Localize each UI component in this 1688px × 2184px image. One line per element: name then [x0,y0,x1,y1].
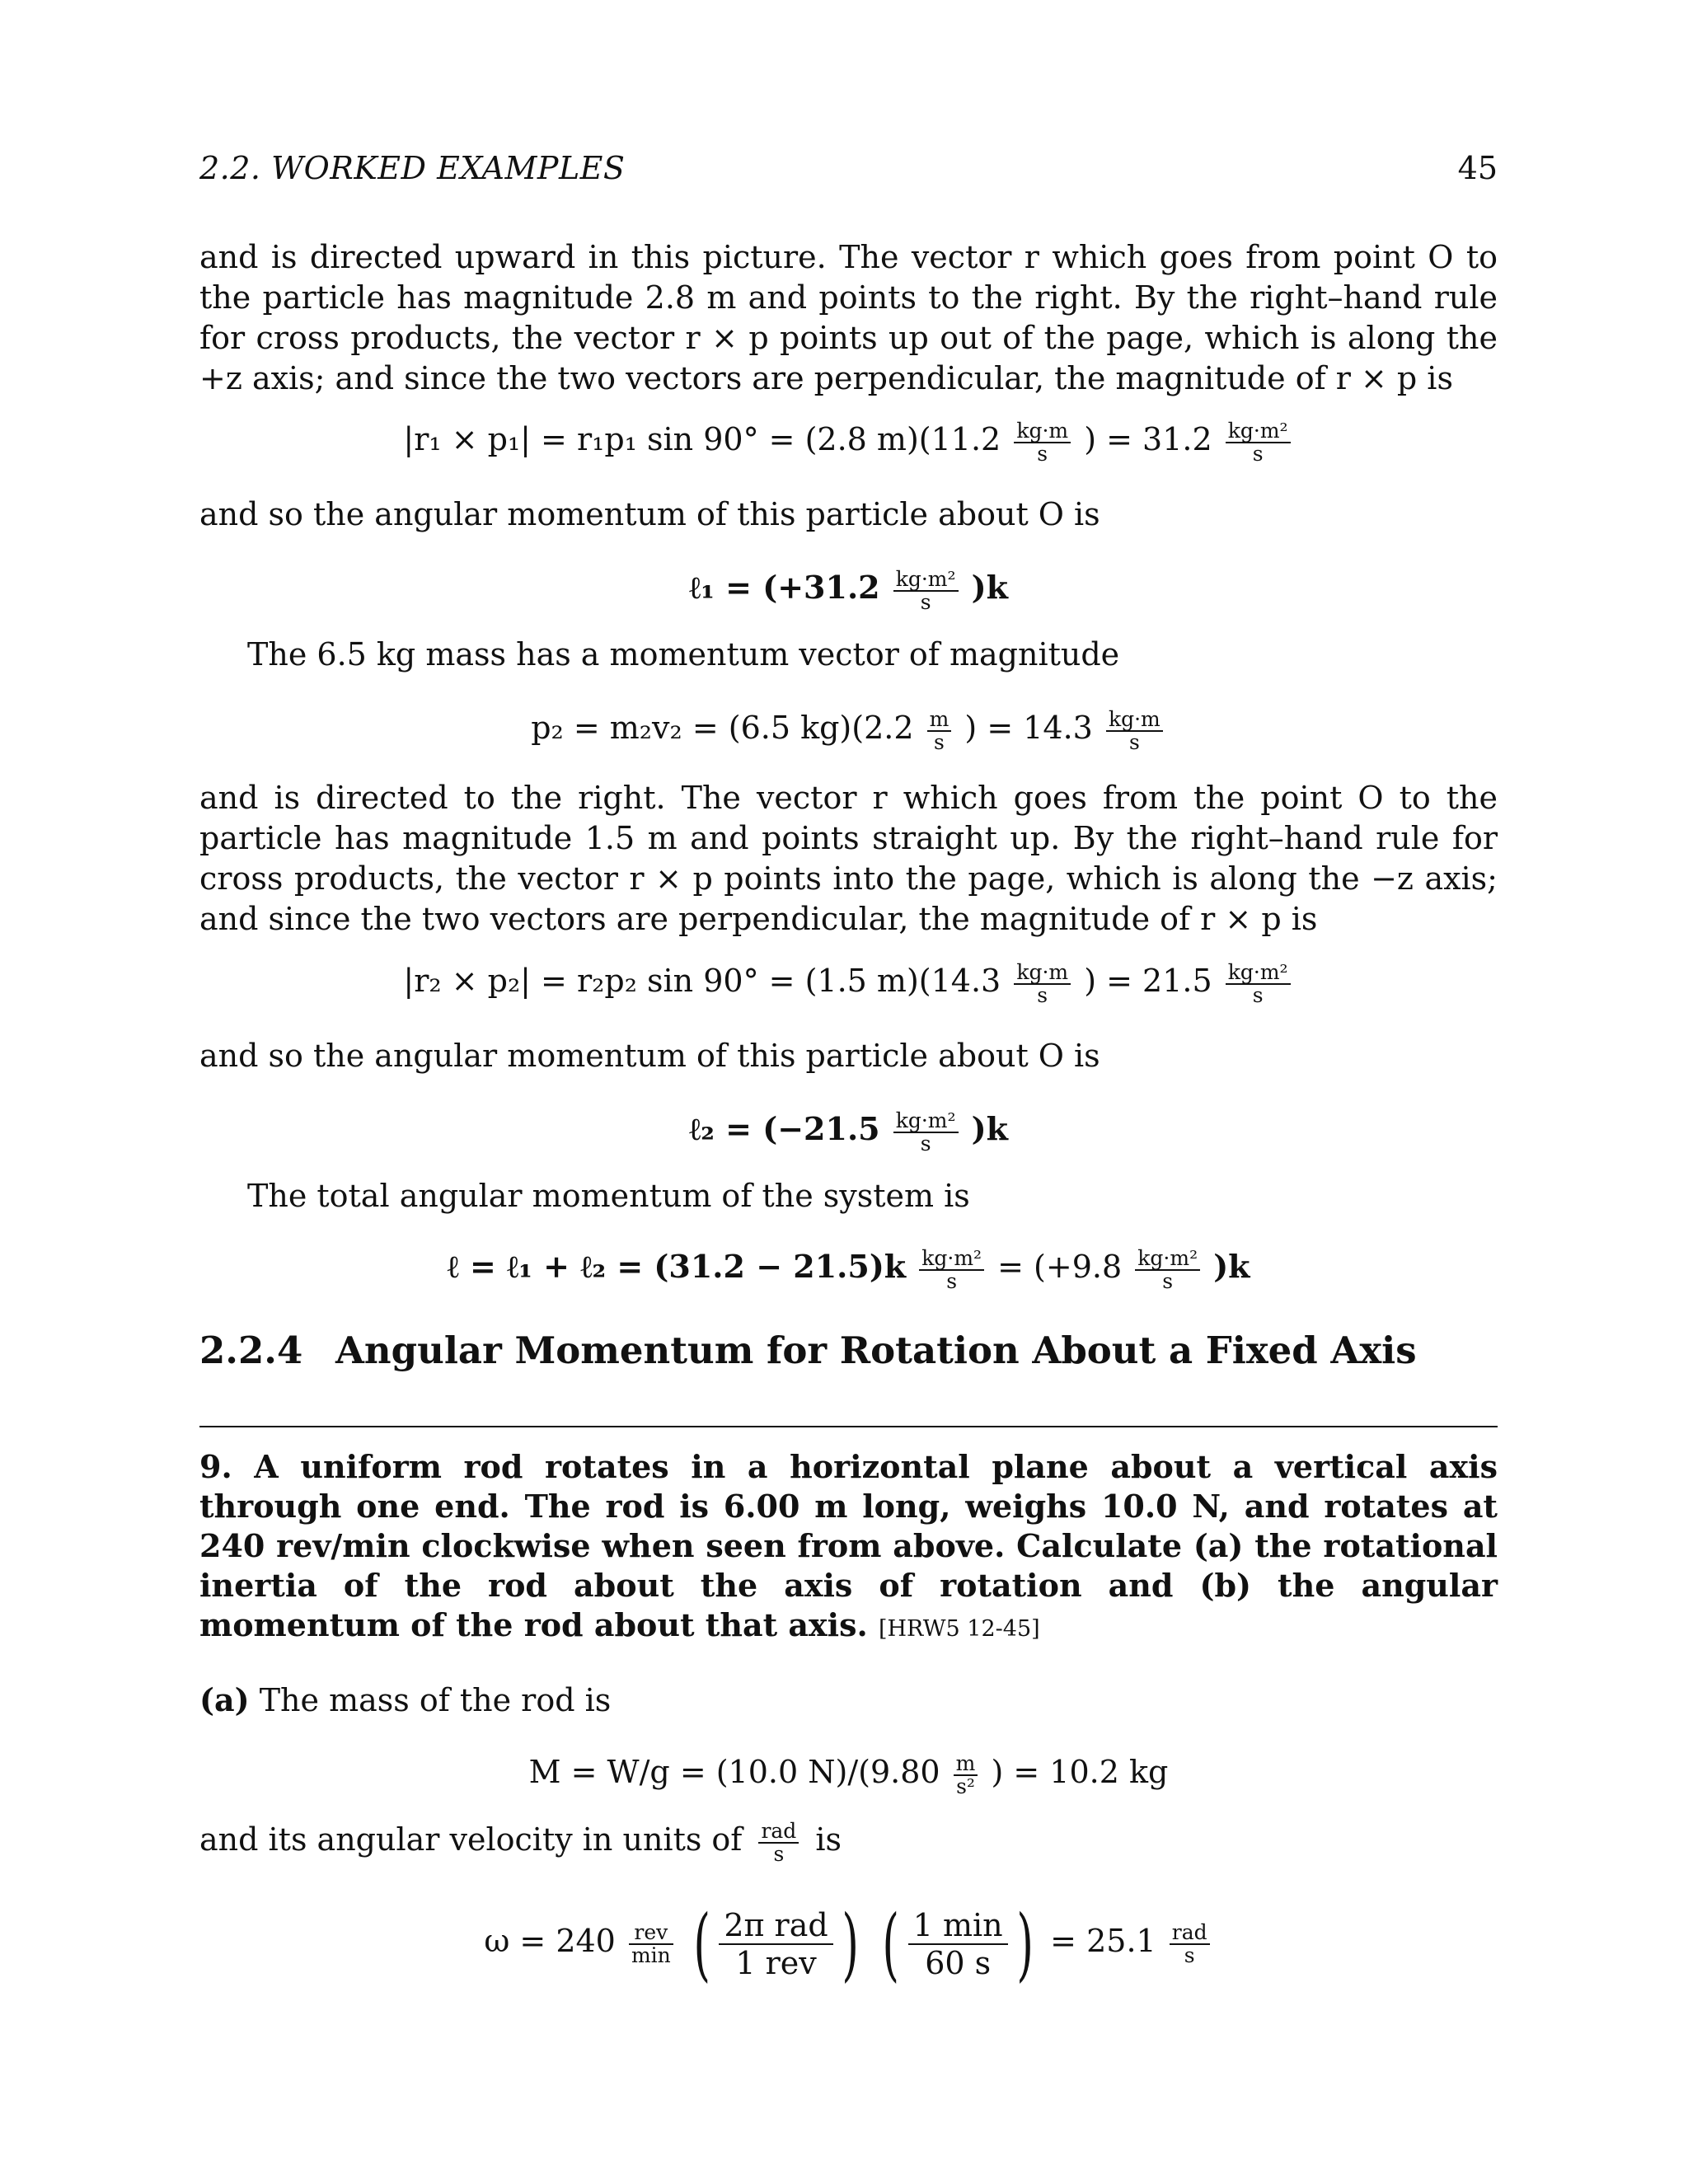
part-text: The mass of the rod is [259,1682,612,1718]
running-head [199,150,1498,199]
eq-text: ℓ = ℓ₁ + ℓ₂ = (31.2 − 21.5)k [447,1248,907,1285]
fraction-denominator: min [631,1943,671,1967]
eq-text: )k [971,569,1008,606]
section-number: 2.2.4 [199,1329,303,1372]
fraction-numerator: kg·m² [1135,1248,1200,1271]
fraction-numerator: kg·m² [919,1248,984,1271]
paragraph: The total angular momentum of the system is [247,1178,970,1214]
eq-text: p₂ = m₂v₂ = (6.5 kg)(2.2 [531,710,914,746]
fraction-denominator: s [1184,1943,1195,1967]
running-head-title: 2.2. WORKED EXAMPLES [199,150,626,186]
fraction-denominator: s [1252,982,1264,1007]
eq-text: ) = 31.2 [1084,421,1212,457]
fraction-numerator: kg·m² [893,569,959,592]
eq-text: )k [971,1110,1008,1147]
left-paren: ( [693,1897,710,1990]
fraction [893,1110,959,1155]
fraction-numerator: 2π rad [719,1907,832,1945]
conversion-fraction [908,1907,1008,1981]
left-paren: ( [882,1897,900,1990]
eq-text: ℓ₁ = (+31.2 [689,569,880,606]
section-heading [199,1329,1417,1372]
eq-text: ) = 14.3 [964,710,1093,746]
fraction-numerator: kg·m [1106,709,1163,732]
equation [199,707,1498,753]
equation [199,1108,1498,1155]
eq-text: ℓ₂ = (−21.5 [689,1110,880,1147]
page-number: 45 [1457,150,1498,186]
equation [199,1246,1498,1292]
fraction-denominator: s [773,1841,785,1866]
eq-text: ω = 240 [484,1923,616,1959]
fraction [1014,959,1071,1007]
eq-text: )k [1213,1248,1250,1285]
eq-text: = 25.1 [1050,1923,1156,1959]
fraction [893,566,959,614]
text: and its angular velocity in units of [199,1821,743,1858]
fraction-numerator: 1 min [908,1907,1008,1945]
equation [199,419,1498,465]
fraction-denominator: s [1037,982,1048,1007]
fraction-numerator: rad [1170,1922,1210,1945]
fraction-denominator: s [920,1131,931,1155]
fraction-denominator: s [1037,441,1048,466]
paragraph: and is directed upward in this picture. The vector r which goes from point O to the particle has magnitude 2.8 m and points to the right. By the right–hand rule for cross products, the vector r × p points up out of the page, which is along the +z axis; and since the two vectors are perpendicular, the magnitude of r × p is [199,239,1498,396]
fraction-numerator: m [927,709,952,732]
fraction-numerator: kg·m² [1226,962,1291,985]
eq-text: M = W/g = (10.0 N)/(9.80 [528,1754,940,1790]
paragraph: and so the angular momentum of this particle about O is [199,1038,1100,1074]
eq-text: |r₁ × p₁| = r₁p₁ sin 90° = (2.8 m)(11.2 [403,421,1001,457]
problem-source: [HRW5 12-45] [878,1616,1040,1642]
text: is [815,1821,842,1858]
equation [199,1751,1498,1797]
fraction [629,1919,673,1967]
part-a-paragraph [199,1680,1498,1721]
horizontal-rule [199,1426,1498,1427]
fraction [1226,420,1291,465]
fraction-numerator: rad [758,1821,799,1844]
fraction-numerator: kg·m² [1226,420,1291,443]
eq-text: = (+9.8 [997,1249,1123,1285]
paragraph: and is directed to the right. The vector r which goes from the point O to the particle has magnitude 1.5 m and points straight up. By the right–hand rule for cross products, the vector r × p points into the page, which is along the −z axis; and since the two vectors are perpendicular, the magnitude of r × p is [199,780,1498,937]
problem-text: 9. A uniform rod rotates in a horizontal plane about a vertical axis through one end. The rod is 6.00 m long, weighs 10.0 N, and rotates at 240 rev/min clockwise when seen from above. Calculate (a) the rotational inertia of the rod about the axis of rotation and (b) the angular momentum of the rod about that axis. [199,1448,1498,1643]
fraction [1226,959,1291,1007]
fraction-numerator: kg·m² [893,1110,959,1133]
fraction-numerator: rev [629,1922,673,1945]
fraction-numerator: kg·m [1014,420,1071,443]
fraction [1170,1919,1210,1967]
fraction [927,706,952,754]
right-paren: ) [1016,1897,1034,1990]
fraction [919,1245,984,1293]
fraction [758,1818,799,1866]
equation [199,567,1498,613]
part-label: (a) [199,1681,250,1718]
fraction-denominator: 60 s [925,1944,992,1981]
fraction [1135,1245,1200,1293]
eq-text: ) = 21.5 [1084,963,1212,999]
eq-text: |r₂ × p₂| = r₂p₂ sin 90° = (1.5 m)(14.3 [403,963,1001,999]
equation [199,960,1498,1006]
paragraph: The 6.5 kg mass has a momentum vector of magnitude [247,636,1120,673]
problem-statement [199,1447,1498,1649]
fraction-denominator: s [1252,441,1264,466]
paragraph: and so the angular momentum of this particle about O is [199,496,1100,532]
eq-text: ) = 10.2 kg [991,1754,1169,1790]
fraction-denominator: 1 rev [735,1944,817,1981]
fraction [954,1750,978,1798]
fraction-denominator: s [1162,1268,1174,1293]
fraction [1106,706,1163,754]
section-title: Angular Momentum for Rotation About a Fixed Axis [335,1329,1417,1372]
fraction-denominator: s [1128,729,1140,754]
right-paren: ) [842,1897,859,1990]
page [199,0,1498,2184]
conversion-fraction [719,1907,832,1981]
fraction-denominator: s² [956,1774,975,1798]
fraction-numerator: m [954,1753,978,1776]
fraction [1014,420,1071,465]
fraction-denominator: s [934,729,945,754]
fraction-denominator: s [946,1268,958,1293]
fraction-denominator: s [920,589,931,614]
fraction-numerator: kg·m [1014,962,1071,985]
equation [199,1896,1498,1990]
paragraph [199,1820,1498,1865]
